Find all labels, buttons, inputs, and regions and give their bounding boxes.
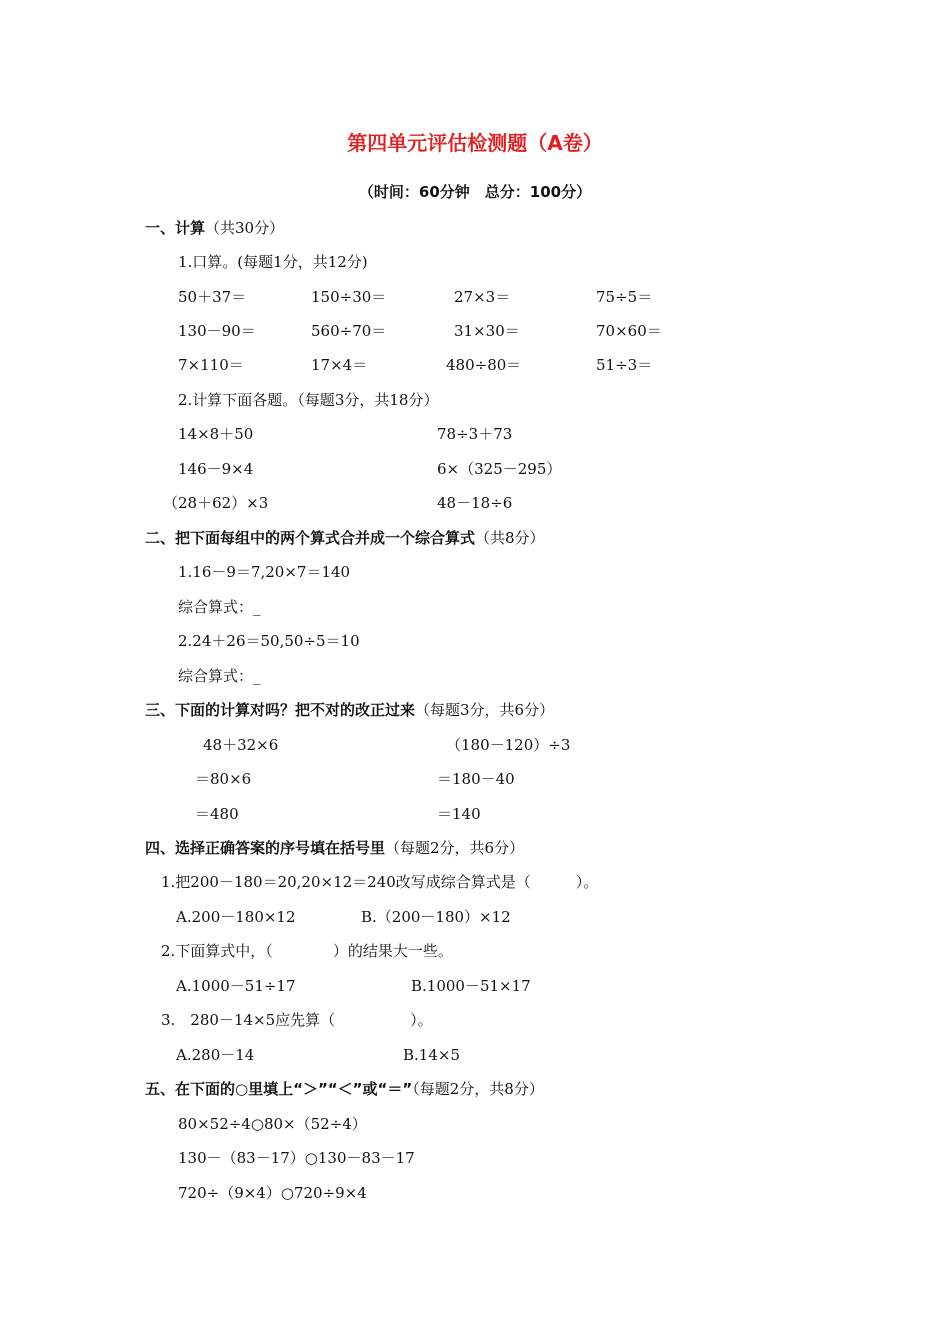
choice-question: 2.下面算式中，（ ）的结果大一些。	[161, 942, 453, 960]
section-3-points: （每题3分，共6分）	[415, 701, 555, 719]
oral-item: 480÷80＝	[446, 356, 522, 374]
calc-item: 14×8＋50	[178, 425, 254, 443]
section-3-title: 三、下面的计算对吗？把不对的改正过来	[145, 701, 416, 719]
oral-item: 150÷30＝	[311, 288, 387, 306]
compare-item: 80×52÷4○80×（52÷4）	[178, 1115, 367, 1133]
oral-item: 560÷70＝	[311, 322, 387, 340]
oral-item: 130－90＝	[178, 322, 256, 340]
oral-item: 70×60＝	[596, 322, 662, 340]
choice-question: 3. 280－14×5应先算（ ）。	[161, 1011, 433, 1029]
oral-item: 50＋37＝	[178, 288, 247, 306]
check-step: ＝180－40	[437, 770, 515, 788]
oral-item: 27×3＝	[454, 288, 511, 306]
section-1-points: （共30分）	[205, 219, 285, 237]
section-1-heading	[145, 218, 284, 238]
oral-item: 51÷3＝	[596, 356, 653, 374]
choice-option: A.1000－51÷17	[176, 977, 296, 995]
page-title: 第四单元评估检测题（A卷）	[347, 131, 603, 155]
question-1-label: 1.口算。(每题1分，共12分)	[178, 253, 368, 271]
compare-item: 130－（83－17）○130－83－17	[178, 1149, 415, 1167]
calc-item: 78÷3＋73	[437, 425, 513, 443]
question-2-label: 2.计算下面各题。（每题3分，共18分）	[178, 391, 439, 409]
section-4-points: （每题2分，共6分）	[385, 839, 525, 857]
choice-question: 1.把200－180＝20,20×12＝240改写成综合算式是（ ）。	[161, 873, 599, 891]
check-step: 48＋32×6	[203, 736, 279, 754]
section-2-title: 二、把下面每组中的两个算式合并成一个综合算式	[145, 529, 476, 547]
oral-item: 17×4＝	[311, 356, 368, 374]
section-4-title: 四、选择正确答案的序号填在括号里	[145, 839, 386, 857]
combine-answer-line: 综合算式：_	[178, 667, 261, 685]
calc-item: 146－9×4	[178, 460, 254, 478]
compare-item: 720÷（9×4）○720÷9×4	[178, 1184, 367, 1202]
calc-item: 48－18÷6	[437, 494, 513, 512]
combine-question: 2.24＋26＝50,50÷5＝10	[178, 632, 360, 650]
calc-item: （28＋62）×3	[163, 494, 269, 512]
choice-option: B.14×5	[403, 1046, 460, 1064]
section-1-title: 一、计算	[145, 219, 206, 237]
section-5-heading	[145, 1079, 544, 1099]
check-step: （180－120）÷3	[446, 736, 571, 754]
choice-option: A.200－180×12	[176, 908, 296, 926]
combine-question: 1.16－9＝7,20×7＝140	[178, 563, 351, 581]
combine-answer-line: 综合算式：_	[178, 598, 261, 616]
choice-option: B.1000－51×17	[411, 977, 531, 995]
section-5-points: （每题2分，共8分）	[412, 1080, 544, 1098]
oral-item: 31×30＝	[454, 322, 520, 340]
calc-item: 6×（325－295）	[437, 460, 562, 478]
section-2-heading	[145, 528, 545, 548]
check-step: ＝140	[437, 805, 481, 823]
check-step: ＝480	[195, 805, 239, 823]
section-3-heading	[145, 700, 554, 720]
oral-item: 75÷5＝	[596, 288, 653, 306]
choice-option: B.（200－180）×12	[361, 908, 511, 926]
choice-option: A.280－14	[176, 1046, 255, 1064]
oral-item: 7×110＝	[178, 356, 244, 374]
check-step: ＝80×6	[195, 770, 252, 788]
exam-info: （时间：60分钟 总分：100分）	[358, 183, 592, 201]
section-2-points: （共8分）	[475, 529, 545, 547]
section-5-title: 五、在下面的○里填上“＞”“＜”或“＝”	[145, 1080, 413, 1098]
section-4-heading	[145, 838, 524, 858]
